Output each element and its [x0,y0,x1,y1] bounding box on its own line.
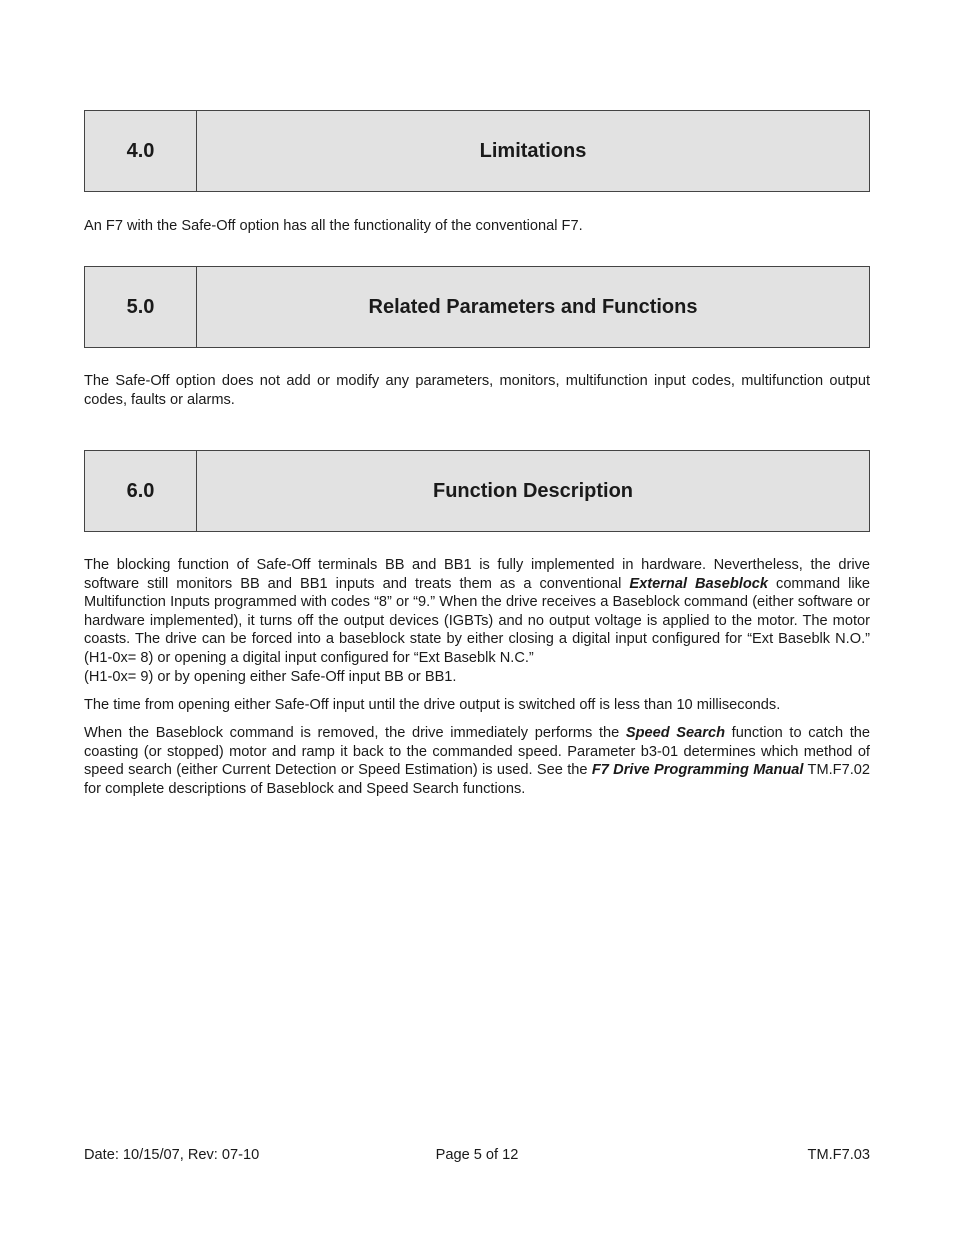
related-parameters-paragraph: The Safe-Off option does not add or modify any parameters, monitors, multifunction input codes, multifunction output codes, faults or alarms. [84,373,870,408]
section-title: Limitations [479,139,587,162]
emphasis-external-baseblock: External Baseblock [629,575,769,592]
function-paragraph-1 [84,556,870,668]
section-number: 4.0 [85,111,197,191]
section-title: Related Parameters and Functions [368,295,698,318]
text-run: The blocking function of Safe-Off terminals BB and BB1 is fully implemented in hardware. Nevertheless, the drive software still monitors BB and BB1 inputs and treats them as a conventional [84,557,870,592]
text-run: When the Baseblock command is removed, the drive immediately performs the [84,725,626,741]
text-run: function to catch the coasting (or stopped) motor and ramp it back to the commanded speed. Parameter b3-01 determines which method of speed search (either Current Detection or Speed Estimation) is used. See the [84,725,871,779]
text-run: command like Multifunction Inputs programmed with codes “8” or “9.” When the drive receives a Baseblock command (either software or hardware implemented), it turns off the output devices (IGBTs) and no output voltage is applied to the motor. The motor coasts. The drive can be forced into a baseblock state by either closing a digital input configured for “Ext Baseblk N.O.” (H1-0x= 8) or opening a digital input configured for “Ext Baseblk N.C.” [84,575,871,666]
section-title: Function Description [433,479,633,502]
footer-page-number: Page 5 of 12 [435,1147,519,1163]
footer-doc-id: TM.F7.03 [807,1147,870,1163]
section-header-function-description [84,450,870,532]
function-paragraph-1-continuation: (H1-0x= 9) or by opening either Safe-Off input BB or BB1. [84,669,457,685]
section-header-related-parameters [84,266,870,348]
page-footer [84,1146,870,1166]
emphasis-speed-search: Speed Search [625,725,725,741]
text-run: TM.F7.02 for complete descriptions of Baseblock and Speed Search functions. [84,762,870,797]
section-number: 6.0 [85,451,197,531]
function-paragraph-2: The time from opening either Safe-Off input until the drive output is switched off is less than 10 milliseconds. [84,697,781,713]
footer-date: Date: 10/15/07, Rev: 07-10 [84,1147,260,1163]
section-header-limitations [84,110,870,192]
limitations-paragraph: An F7 with the Safe-Off option has all the functionality of the conventional F7. [84,218,583,234]
function-paragraph-3 [84,724,870,798]
section-number: 5.0 [85,267,197,347]
emphasis-programming-manual: F7 Drive Programming Manual [591,762,804,779]
